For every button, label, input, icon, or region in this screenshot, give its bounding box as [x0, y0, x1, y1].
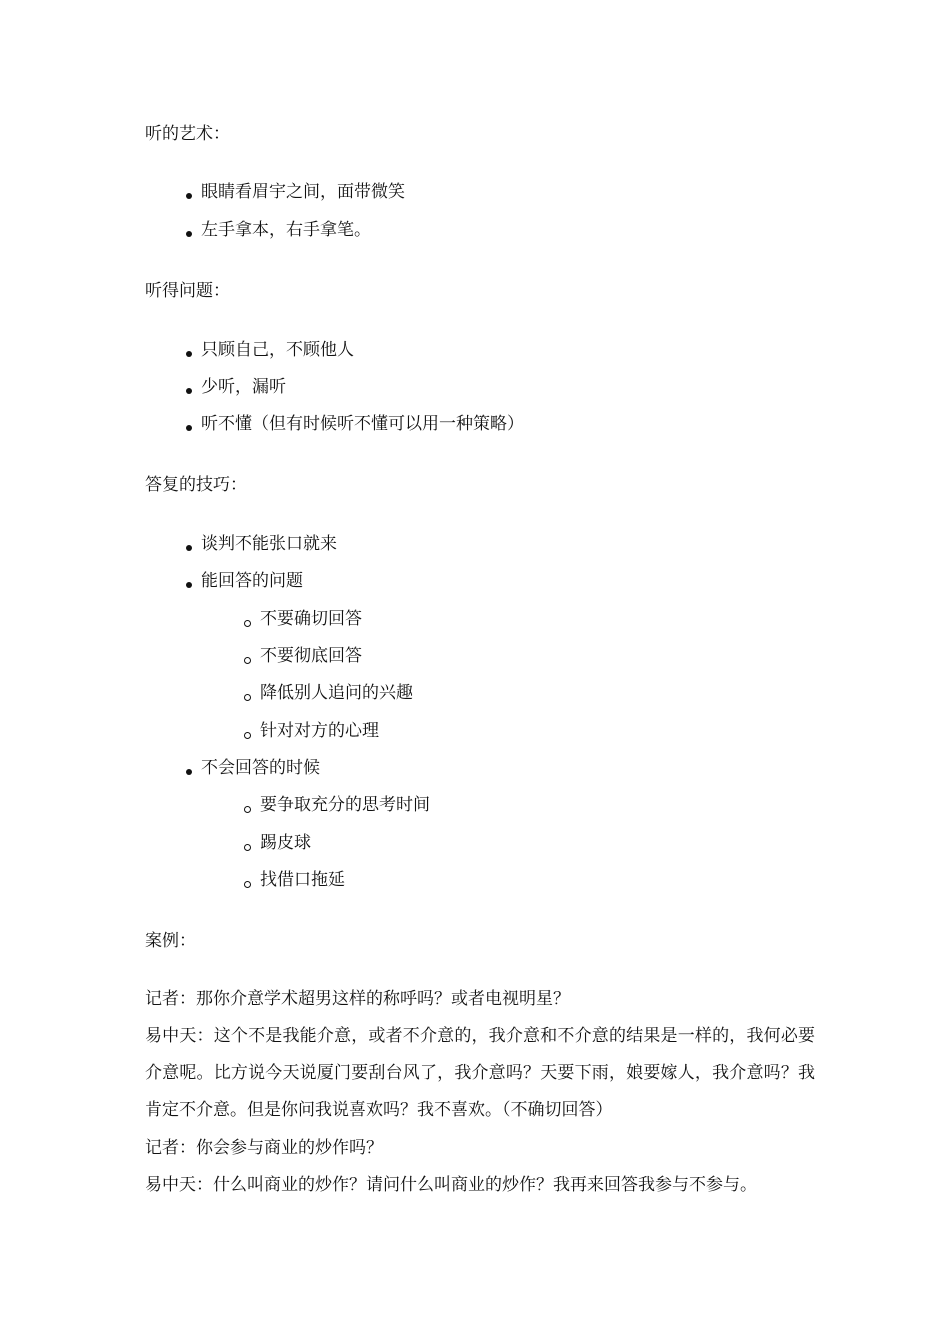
sub-list-item-text: 针对对方的心理 — [260, 721, 379, 741]
section-heading-listening-art: 听的艺术： — [145, 124, 230, 144]
bullet-circle-icon — [244, 732, 251, 739]
bullet-circle-icon — [244, 844, 251, 851]
sub-list-item-text: 不要彻底回答 — [260, 646, 362, 666]
section-heading-case: 案例： — [145, 931, 196, 951]
dialog-line: 记者：你会参与商业的炒作吗？ — [145, 1138, 383, 1158]
sub-list-item — [244, 869, 345, 891]
bullet-dot-icon — [186, 769, 192, 775]
bullet-circle-icon — [244, 694, 251, 701]
sub-list-item — [244, 720, 379, 742]
bullet-circle-icon — [244, 620, 251, 627]
section-heading-listening-problems: 听得问题： — [145, 281, 230, 301]
sub-list-item — [244, 645, 362, 667]
sub-list-item-text: 踢皮球 — [260, 833, 311, 853]
bullet-dot-icon — [186, 351, 192, 357]
dialog-line: 易中天：什么叫商业的炒作？请问什么叫商业的炒作？我再来回答我参与不参与。 — [145, 1175, 757, 1195]
list-item — [186, 570, 303, 592]
list-item — [186, 376, 286, 398]
bullet-circle-icon — [244, 806, 251, 813]
sub-list-item — [244, 832, 311, 854]
bullet-dot-icon — [186, 582, 192, 588]
sub-list-item — [244, 608, 362, 630]
bullet-dot-icon — [186, 425, 192, 431]
list-item — [186, 533, 337, 555]
list-item — [186, 339, 354, 361]
sub-list-item-text: 降低别人追问的兴趣 — [260, 683, 413, 703]
sub-list-item — [244, 794, 430, 816]
list-item-text: 听不懂（但有时候听不懂可以用一种策略） — [201, 414, 524, 434]
dialog-line: 记者：那你介意学术超男这样的称呼吗？或者电视明星？ — [145, 989, 570, 1009]
list-item-text: 不会回答的时候 — [201, 758, 320, 778]
sub-list-item-text: 不要确切回答 — [260, 609, 362, 629]
list-item — [186, 413, 524, 435]
list-item-text: 只顾自己，不顾他人 — [201, 340, 354, 360]
bullet-dot-icon — [186, 388, 192, 394]
list-item — [186, 219, 371, 241]
list-item-text: 左手拿本，右手拿笔。 — [201, 220, 371, 240]
bullet-dot-icon — [186, 545, 192, 551]
list-item-text: 眼睛看眉宇之间，面带微笑 — [201, 182, 405, 202]
list-item — [186, 757, 320, 779]
dialog-line: 易中天：这个不是我能介意，或者不介意的，我介意和不介意的结果是一样的，我何必要介意呢。比方说今天说厦门要刮台风了，我介意吗？天要下雨，娘要嫁人，我介意吗？我肯定不介意。但是你问我说喜欢吗？我不喜欢。（不确切回答） — [145, 1026, 815, 1120]
bullet-dot-icon — [186, 231, 192, 237]
list-item — [186, 181, 405, 203]
sub-list-item-text: 要争取充分的思考时间 — [260, 795, 430, 815]
section-heading-answer-skills: 答复的技巧： — [145, 475, 247, 495]
list-item-text: 少听，漏听 — [201, 377, 286, 397]
sub-list-item — [244, 682, 413, 704]
list-item-text: 谈判不能张口就来 — [201, 534, 337, 554]
sub-list-item-text: 找借口拖延 — [260, 870, 345, 890]
bullet-circle-icon — [244, 881, 251, 888]
list-item-text: 能回答的问题 — [201, 571, 303, 591]
bullet-circle-icon — [244, 657, 251, 664]
bullet-dot-icon — [186, 193, 192, 199]
